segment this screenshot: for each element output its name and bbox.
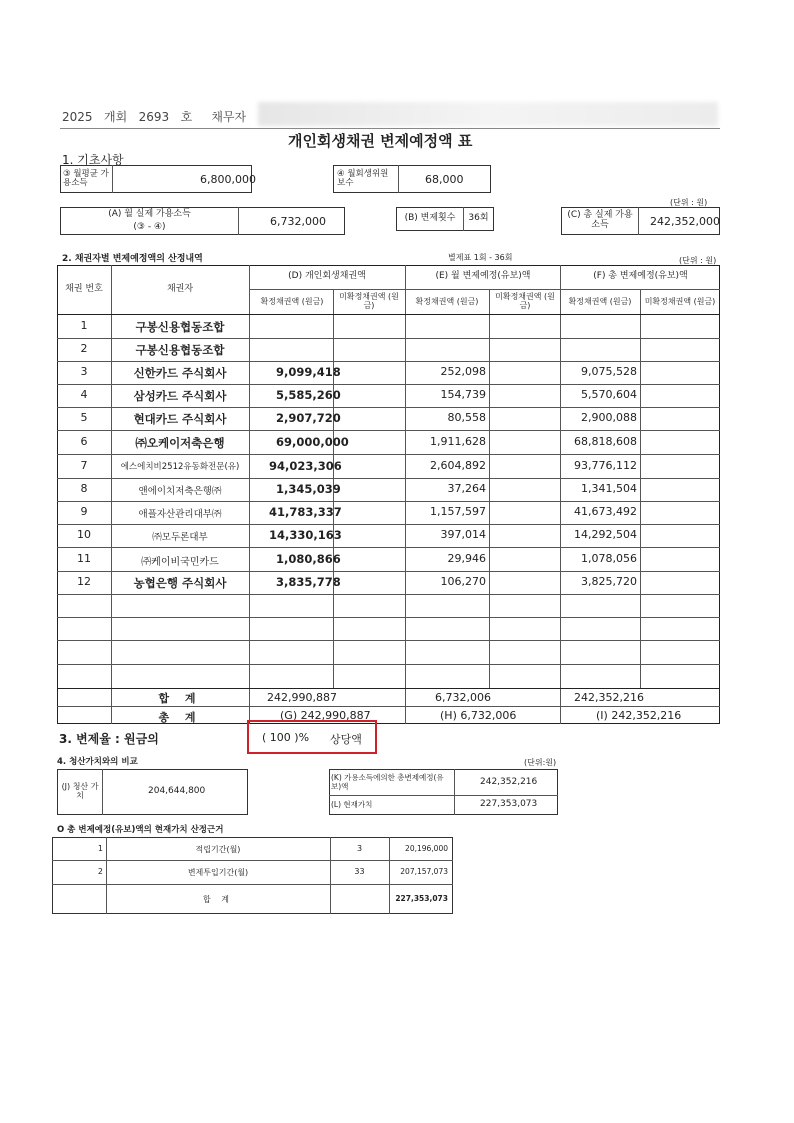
k-value: 242,352,216 (480, 777, 538, 787)
head-e: (E) 월 변제예정(유보)액 (435, 271, 531, 282)
c-value: 242,352,000 (650, 215, 720, 228)
case-number-line (62, 108, 277, 125)
row-9-creditor: 애플자산관리대부㈜ (138, 509, 222, 520)
sub-f-unconfirmed: 미확정채권액 (원금) (644, 296, 716, 306)
row-1-creditor: 구봉신용협동조합 (135, 320, 225, 334)
row-3-e: 252,098 (440, 365, 486, 378)
row-5-no: 5 (80, 411, 88, 424)
pv-total-label: 합 계 (203, 895, 233, 904)
sub-f-confirmed: 확정채권액 (원금) (568, 296, 632, 306)
row-9-e: 1,157,597 (430, 505, 486, 518)
row-11-creditor: ㈜케이비국민카드 (141, 557, 219, 568)
row-4-e: 154,739 (440, 388, 486, 401)
row-9-no: 9 (80, 505, 88, 518)
row-4-f: 5,570,604 (581, 388, 637, 401)
row-6-creditor: ㈜오케이저축은행 (135, 436, 225, 450)
row-7-f: 93,776,112 (574, 459, 637, 472)
row-10-d: 14,330,163 (269, 528, 342, 542)
sub-d-unconfirmed: 미확정채권액 (원금) (339, 292, 399, 310)
b-label: (B) 변제횟수 (404, 213, 456, 224)
section4-title: 4. 청산가치와의 비교 (57, 757, 138, 767)
row-12-e: 106,270 (440, 575, 486, 588)
row-2-no: 2 (80, 342, 88, 355)
page-title: 개인회생채권 변제예정액 표 (288, 132, 473, 150)
row-4-creditor: 삼성카드 주식회사 (133, 389, 227, 403)
row-5-d: 2,907,720 (276, 411, 341, 425)
row-8-f: 1,341,504 (581, 482, 637, 495)
row-12-f: 3,825,720 (581, 575, 637, 588)
debtor-label: 채무자 (211, 110, 247, 124)
k-label: (K) 가용소득에의한 총변제예정(유보)액 (331, 773, 444, 791)
l-label: (L) 현재가치 (331, 799, 373, 809)
row-9-f: 41,673,492 (574, 505, 637, 518)
pv-row-1-no: 1 (97, 844, 103, 853)
row-4-no: 4 (80, 388, 88, 401)
monthly-income-value: 6,800,000 (200, 173, 256, 186)
row-1-no: 1 (80, 319, 88, 332)
case-type: 개회 (104, 110, 128, 124)
pv-row-2-no: 2 (97, 867, 103, 876)
a-value: 6,732,000 (270, 215, 326, 228)
rate-value: ( 100 )% (262, 731, 310, 744)
redacted-area (258, 102, 718, 126)
row-3-creditor: 신한카드 주식회사 (133, 366, 227, 380)
table-ref: 별제표 1회 - 36회 (448, 253, 513, 262)
head-f: (F) 총 변제예정(유보)액 (593, 271, 688, 282)
row-6-d: 69,000,000 (276, 435, 349, 449)
row-10-f: 14,292,504 (574, 528, 637, 541)
sum-label: 합 계 (158, 692, 202, 705)
section4-unit-note: (단위:원) (524, 758, 557, 767)
row-3-f: 9,075,528 (581, 365, 637, 378)
section3-title: 3. 변제율 : 원금의 (59, 732, 159, 746)
row-8-d: 1,345,039 (276, 482, 341, 496)
pv-total-value: 227,353,073 (395, 894, 448, 903)
head-d: (D) 개인회생채권액 (288, 271, 366, 282)
section1-title: 1. 기초사항 (62, 153, 124, 167)
sub-e-unconfirmed: 미확정채권액 (원금) (495, 292, 555, 310)
row-8-creditor: 앤에이치저축은행㈜ (138, 486, 222, 497)
case-suffix: 호 (180, 110, 193, 124)
sum-d: 242,990,887 (267, 691, 337, 704)
row-9-d: 41,783,337 (269, 505, 342, 519)
sub-e-confirmed: 확정채권액 (원금) (415, 296, 479, 306)
row-8-e: 37,264 (447, 482, 486, 495)
row-10-no: 10 (77, 528, 91, 541)
j-label: (J) 청산 가치 (61, 782, 99, 800)
trustee-fee-value: 68,000 (425, 173, 464, 186)
pv-row-1-label: 적립기간(월) (195, 845, 241, 854)
row-12-creditor: 농협은행 주식회사 (133, 576, 227, 590)
row-6-f: 68,818,608 (574, 435, 637, 448)
row-3-d: 9,099,418 (276, 365, 341, 379)
section2-title: 2. 채권자별 변제예정액의 산정내역 (62, 254, 203, 264)
section1-unit-note: (단위 : 원) (670, 198, 708, 207)
pv-row-1-value: 20,196,000 (405, 844, 448, 853)
row-6-no: 6 (80, 435, 88, 448)
b-value: 36회 (468, 213, 489, 224)
pv-row-2-value: 207,157,073 (400, 867, 448, 876)
j-value: 204,644,800 (148, 786, 206, 796)
section5-title: O 총 변제예정(유보)액의 현재가치 산정근거 (57, 825, 224, 835)
row-11-d: 1,080,866 (276, 552, 341, 566)
row-11-f: 1,078,056 (581, 552, 637, 565)
row-7-d: 94,023,306 (269, 459, 342, 473)
row-3-no: 3 (80, 365, 88, 378)
l-value: 227,353,073 (480, 799, 538, 809)
sum-e: 6,732,006 (435, 691, 491, 704)
row-5-creditor: 현대카드 주식회사 (133, 412, 227, 426)
total-e: (H) 6,732,006 (440, 709, 517, 722)
row-10-e: 397,014 (440, 528, 486, 541)
pv-row-2-label: 변제투입기간(월) (187, 868, 249, 877)
header-rule (60, 128, 720, 129)
trustee-fee-label: ④ 월회생위원 보수 (337, 168, 389, 188)
row-7-e: 2,604,892 (430, 459, 486, 472)
a-label: (A) 월 실제 가용소득 (108, 208, 191, 219)
row-7-no: 7 (80, 459, 88, 472)
rate-suffix: 상당액 (330, 733, 362, 746)
row-2-creditor: 구봉신용협동조합 (135, 343, 225, 357)
sum-f: 242,352,216 (574, 691, 644, 704)
row-11-e: 29,946 (447, 552, 486, 565)
c-label: (C) 총 실제 가용소득 (567, 210, 633, 230)
row-4-d: 5,585,260 (276, 388, 341, 402)
row-12-no: 12 (77, 575, 91, 588)
case-number: 2693 (138, 110, 170, 124)
monthly-income-label: ③ 월평균 가용소득 (63, 168, 109, 188)
head-no: 채권 번호 (65, 284, 103, 295)
a-formula: (③ - ④) (133, 221, 166, 232)
row-12-d: 3,835,778 (276, 575, 341, 589)
row-5-e: 80,558 (447, 411, 486, 424)
row-8-no: 8 (80, 482, 88, 495)
section2-unit-note: (단위 : 원) (679, 256, 717, 265)
pv-row-1-months: 3 (356, 844, 363, 853)
pv-row-2-months: 33 (354, 867, 365, 876)
total-f: (I) 242,352,216 (596, 709, 682, 722)
row-10-creditor: ㈜모두론대부 (152, 532, 208, 543)
row-11-no: 11 (77, 552, 91, 565)
row-5-f: 2,900,088 (581, 411, 637, 424)
total-d: (G) 242,990,887 (280, 709, 371, 722)
sub-d-confirmed: 확정채권액 (원금) (260, 296, 324, 306)
row-7-creditor: 에스에치비2512유동화전문(유) (120, 462, 240, 472)
head-creditor: 채권자 (166, 284, 194, 295)
case-year: 2025 (62, 110, 93, 124)
total-label: 총 계 (158, 711, 202, 724)
row-6-e: 1,911,628 (430, 435, 486, 448)
